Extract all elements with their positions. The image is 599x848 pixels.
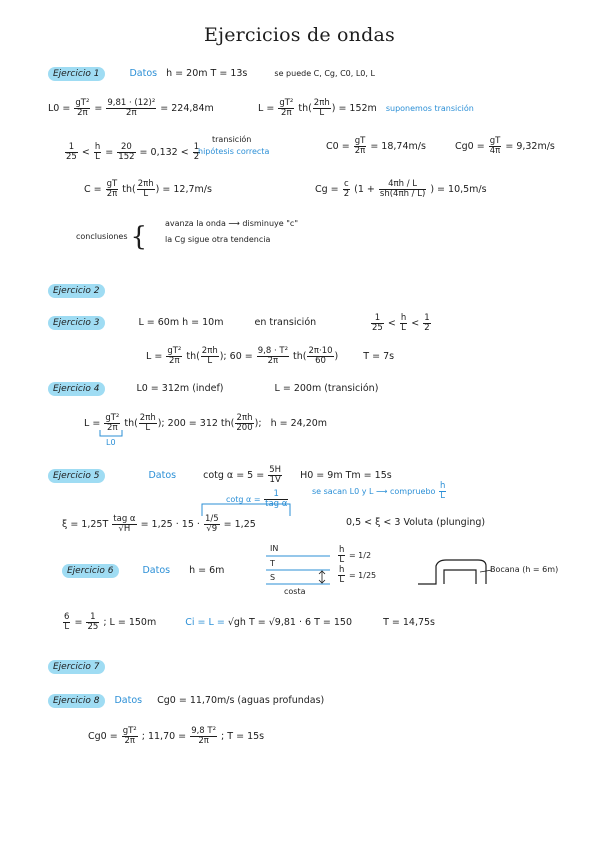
e3-result: T = 7s [363, 350, 395, 362]
e1-l0-frac: $\frac{\text{gT²}}{2\pi}$ [75, 98, 90, 118]
e1-cg-equation: Cg = $\frac{c}{2}$ (1 + $\frac{4\pi h / L}{sh(4\pi h / L)}$ ) = 10,5m/s [315, 179, 487, 199]
e5-cotg-frac: $\frac{5H}{1V}$ [269, 465, 282, 485]
e3-estado: en transición [254, 317, 317, 328]
e1-c-frac: $\frac{gT}{2\pi}$ [106, 179, 118, 199]
e5-givens: H0 = 9m Tm = 15s [300, 469, 392, 481]
e8-givens: Cg0 = 11,70m/s (aguas profundas) [157, 695, 325, 706]
e4-l0: L0 = 312m (indef) [136, 383, 224, 394]
exercise-7-label: Ejercicio 7 [48, 660, 105, 674]
e6-ratio-1-val: = 1/2 [348, 550, 372, 560]
e1-cg0-equation [455, 137, 555, 156]
e6-givens: h = 6m [189, 565, 225, 576]
e8-datos: Datos [114, 695, 143, 706]
e1-l0-frac2: $\frac{\text{9,81 · (12)²}}{2\pi}$ [107, 98, 156, 118]
e1-cg-frac-a: $\frac{c}{2}$ [343, 179, 350, 199]
exercise-1-givens: h = 20m T = 13s [166, 68, 248, 79]
e6-diag-in: IN [270, 544, 279, 553]
e1-cond-note-top: transición [212, 135, 252, 144]
e1-l-note: suponemos transición [385, 103, 474, 113]
e1-c-th-frac: $\frac{2\pi h}{L}$ [137, 179, 154, 199]
e4-l: L = 200m (transición) [274, 383, 379, 394]
e6-result: T = 14,75s [383, 616, 436, 628]
e1-cg-frac-b: $\frac{4\pi h / L}{sh(4\pi h / L)}$ [379, 179, 426, 199]
e5-xi-result: = 1,25 [223, 518, 256, 530]
e5-note [312, 482, 447, 501]
e1-cond-d: $\frac{1}{2}$ [193, 142, 200, 162]
e1-c0-result: = 18,74m/s [370, 140, 426, 152]
e6-r-l: ; L = 150m [103, 616, 157, 628]
e1-conclusion-2: la Cg sigue otra tendencia [165, 235, 271, 244]
e8-eq-lhs: Cg0 = [88, 730, 118, 742]
exercise-4-header [48, 384, 378, 394]
e3-equation: L = $\frac{\text{gT²}}{2\pi}$ th( $\frac{2\pi h}{L}$ ); 60 = $\frac{\text{9,8 · T²}}{2\pi}$ th( $\frac{2\pi\cdot 10}{60}$ ) T = 7s [146, 346, 395, 366]
e1-cond-value: = 0,132 < [139, 146, 189, 158]
e6-diag-s: S [270, 573, 276, 582]
e1-conclusion-1: avanza la onda ⟶ disminuye "c" [165, 219, 299, 228]
e5-bracket-frac: $\frac{1}{\text{tag α}}$ [265, 489, 288, 509]
e5-xi-frac-b: $\frac{1/5}{√9}$ [204, 514, 219, 534]
e4-eq-th-frac: $\frac{2\pi h}{L}$ [139, 413, 156, 433]
e6-ratio-2-frac: $\frac{h}{L}$ [339, 565, 345, 585]
e5-datos: Datos [148, 469, 177, 481]
e4-result: h = 24,20m [270, 417, 328, 429]
e6-r-rhs-frac: $\frac{1}{25}$ [87, 612, 99, 632]
e1-cg0-lhs: Cg0 = [455, 140, 485, 152]
e1-c0-frac: $\frac{gT}{2\pi}$ [354, 136, 366, 156]
e1-c-equation: C = $\frac{gT}{2\pi}$ th( $\frac{2\pi h}{L}$ ) = 12,7m/s [84, 179, 212, 199]
e1-cg0-frac: $\frac{gT}{4\pi}$ [489, 136, 501, 156]
e3-eq2-th-frac: $\frac{2\pi\cdot 10}{60}$ [308, 346, 333, 366]
e6-bocana-label: Bocana (h = 6m) [490, 565, 559, 574]
e1-l0-result: = 224,84m [160, 102, 214, 114]
page-title: Ejercicios de ondas [204, 24, 395, 46]
e3-range-b: $\frac{h}{L}$ [400, 313, 407, 333]
exercise-3-label: Ejercicio 3 [48, 316, 105, 330]
e6-ratio-1-frac: $\frac{h}{L}$ [339, 545, 345, 565]
e8-equation [88, 727, 264, 746]
e4-equation: L = $\frac{\text{gT²}}{2\pi}$ th( $\frac{2\pi h}{L}$ ); 200 = 312 th( $\frac{2\pi h}{200}$ ); h = 24,20m [84, 413, 328, 433]
e4-eq2-th-frac: $\frac{2\pi h}{200}$ [236, 413, 253, 433]
e6-r-ci: Ci = L = [185, 616, 225, 628]
e6-result-line: $\frac{6}{L}$ = $\frac{1}{25}$ ; L = 150m Ci = L = √gh T = √9,81 · 6 T = 150 T = 14,75s [64, 612, 436, 632]
e1-c-result: ) = 12,7m/s [155, 183, 212, 195]
e5-iribarren-equation [62, 515, 256, 534]
e5-xi-frac-a: $\frac{\text{tag α}}{√H}$ [113, 514, 136, 534]
exercise-2-label: Ejercicio 2 [48, 284, 105, 298]
e4-eq-sep: ); 200 = 312 th( [157, 417, 235, 429]
exercise-4-label: Ejercicio 4 [48, 382, 105, 396]
e6-datos: Datos [142, 565, 171, 576]
e1-cond-b: $\frac{h}{L}$ [94, 142, 101, 162]
e1-l-frac: $\frac{\text{gT²}}{2\pi}$ [279, 98, 294, 118]
e5-note-frac: $\frac{h}{L}$ [439, 481, 446, 501]
e3-eq-frac: $\frac{\text{gT²}}{2\pi}$ [167, 346, 182, 366]
exercise-1-se-puede: se puede C, Cg, C0, L0, L [274, 69, 375, 78]
e1-l-th-frac: $\frac{2\pi h}{L}$ [313, 98, 330, 118]
e6-diag-t: T [270, 559, 275, 568]
exercise-2-header [48, 286, 105, 296]
exercise-6-header [62, 566, 224, 576]
e3-eq-th-frac: $\frac{2\pi h}{L}$ [201, 346, 218, 366]
e1-conclusions [76, 224, 147, 250]
e8-eq-sep: ; 11,70 = [141, 730, 187, 742]
e8-result: ; T = 15s [221, 730, 265, 742]
e1-c-lhs: C = [84, 183, 102, 195]
e8-eq-frac: $\frac{\text{gT²}}{2\pi}$ [122, 726, 137, 746]
exercise-5-label: Ejercicio 5 [48, 469, 105, 483]
curly-brace-icon: { [130, 222, 148, 252]
e5-bracket-label-text: cotg α = [226, 494, 261, 504]
e1-l-th: th( [298, 102, 312, 114]
e3-range-a: $\frac{1}{25}$ [372, 313, 383, 333]
e1-l0-lhs: L0 = [48, 102, 71, 114]
e6-ratio-1 [337, 546, 371, 565]
e1-c0-equation [326, 137, 426, 156]
e1-l-result: ) = 152m [331, 102, 377, 114]
e5-xi-lhs: ξ = 1,25T [62, 518, 109, 530]
e5-breaker-type: 0,5 < ξ < 3 Voluta (plunging) [346, 517, 486, 528]
exercise-8-label: Ejercicio 8 [48, 694, 105, 708]
e3-eq-sep: ); 60 = [219, 350, 253, 362]
e6-r-sqrt: √gh T = √9,81 · 6 T = 150 [227, 616, 353, 628]
e1-cg-lhs: Cg = [315, 183, 339, 195]
e1-c0-lhs: C0 = [326, 140, 350, 152]
e1-l0-equation: L0 = $\frac{\text{gT²}}{2\pi}$ = $\frac{\text{9,81 · (12)²}}{2\pi}$ = 224,84m [48, 98, 214, 118]
e1-cg0-result: = 9,32m/s [505, 140, 555, 152]
e1-cond-note: hipótesis correcta [198, 147, 270, 156]
exercise-1-label: Ejercicio 1 [48, 67, 105, 81]
e6-ratio-2 [337, 566, 376, 585]
e3-givens: L = 60m h = 10m [138, 317, 224, 328]
e4-eq-lhs: L = [84, 417, 101, 429]
e5-bracket-label [226, 490, 289, 509]
e3-range: $\frac{1}{25}$ < $\frac{h}{L}$ < $\frac{1}{2}$ [372, 313, 430, 333]
e8-eq2-frac: $\frac{\text{9,8 T²}}{2\pi}$ [191, 726, 217, 746]
e1-conclusions-label: conclusiones [76, 232, 128, 241]
e1-l-equation [258, 99, 474, 118]
e5-xi-eq: = 1,25 · 15 · [140, 518, 200, 530]
e6-r-lhs-frac: $\frac{6}{L}$ [64, 612, 70, 632]
e5-cotg-lhs: cotg α = 5 = [203, 469, 265, 481]
exercise-8-header [48, 696, 324, 706]
e4-eq-frac: $\frac{\text{gT²}}{2\pi}$ [105, 413, 120, 433]
e1-condition: $\frac{1}{25}$ < $\frac{h}{L}$ = $\frac{20}{152}$ = 0,132 < $\frac{1}{2}$ [66, 142, 200, 162]
harbor-mouth-sketch [416, 554, 516, 594]
exercise-6-label: Ejercicio 6 [62, 564, 119, 578]
e5-note-text: se sacan L0 y L ⟶ compruebo [312, 486, 436, 496]
e3-eq-lhs: L = [146, 350, 163, 362]
exercise-3-header [48, 318, 316, 328]
e1-cond-c: $\frac{20}{152}$ [118, 142, 135, 162]
exercise-1-header [48, 69, 375, 79]
e3-range-c: $\frac{1}{2}$ [424, 313, 430, 333]
e1-cond-a: $\frac{1}{25}$ [66, 142, 77, 162]
exercise-7-header [48, 662, 105, 672]
e1-l-lhs: L = [258, 102, 275, 114]
e3-eq2-frac: $\frac{\text{9,8 · T²}}{2\pi}$ [257, 346, 288, 366]
e4-under-note: L0 [106, 438, 116, 447]
e6-ratio-2-val: = 1/25 [348, 570, 377, 580]
e6-diag-costa: costa [284, 587, 306, 596]
exercise-1-datos: Datos [129, 68, 158, 79]
e1-cg-result: ) = 10,5m/s [430, 183, 487, 195]
